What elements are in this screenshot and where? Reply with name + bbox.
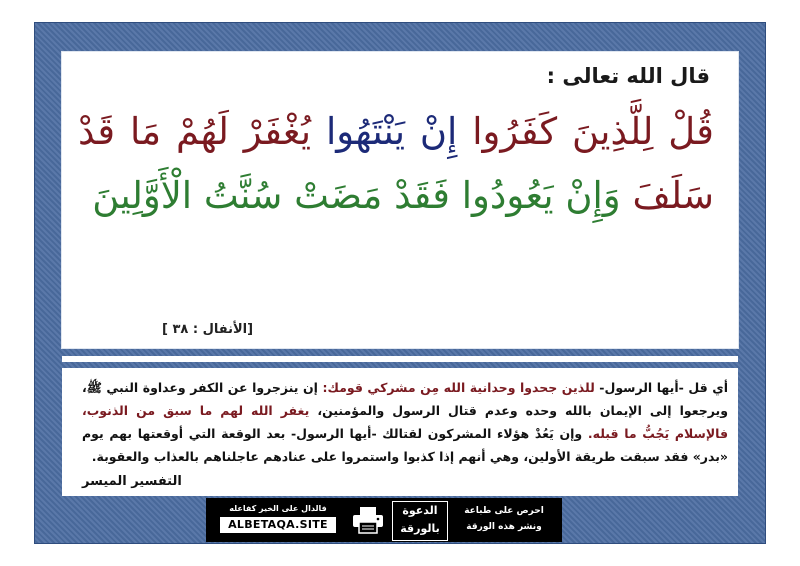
- verse-segment: إِنْ يَنْتَهُوا: [325, 110, 458, 153]
- tafsir-source: التفسير الميسر: [82, 474, 182, 489]
- verse-segment: وَإِنْ يَعُودُوا: [461, 174, 621, 217]
- verse-segment: فَقَدْ مَضَتْ سُنَّتُ الْأَوَّلِينَ: [92, 174, 450, 217]
- tafsir-segment: إن ينزجروا عن الكفر وعداوة النبي ﷺ، ويرجعوا إلى الإيمان بالله وحده وعدم قتال الرسول والمؤمنين،: [82, 380, 728, 418]
- tafsir-text: [82, 376, 728, 468]
- panel-divider: [62, 356, 738, 362]
- verse-segment: يُغْفَرْ لَهُمْ مَا قَدْ سَلَفَ: [78, 110, 714, 217]
- tafsir-segment: أي قل -أيها الرسول-: [599, 380, 728, 395]
- logo-line: الدعوة: [402, 504, 438, 517]
- verse-panel: [62, 52, 738, 348]
- tafsir-segment: يغفر الله لهم ما سبق من الذنوب، فالإسلام يَجُبُّ ما قبله.: [82, 403, 729, 441]
- footer-bar: [206, 498, 562, 542]
- verse-reference: [الأنفال : ٣٨ ]: [162, 322, 254, 337]
- site-box: [214, 503, 342, 537]
- printer-icon: [352, 506, 384, 534]
- quran-verse: [78, 100, 714, 228]
- verse-segment: قُلْ لِلَّذِينَ كَفَرُوا: [472, 110, 714, 153]
- tafsir-segment: للذين جحدوا وحدانية الله مِن مشركي قومك:: [322, 380, 595, 395]
- site-note: فالدال على الخير كفاعله: [229, 504, 327, 513]
- print-note-line: احرص على طباعة: [464, 506, 544, 516]
- site-link[interactable]: ALBETAQA.SITE: [220, 517, 336, 533]
- dawah-logo: [392, 501, 448, 541]
- print-note: [454, 503, 554, 537]
- tafsir-panel: [62, 368, 738, 496]
- verse-intro: قال الله تعالى :: [546, 64, 710, 88]
- tafsir-segment: وإن يَعُدْ هؤلاء المشركون لقتالك -أيها الرسول- بعد الوقعة التي أوقعتها بهم يوم «بدر» فقد سبقت طريقة الأولين، وهي أنهم إذا كذبوا واستمروا على عنادهم عاجلناهم بالعذاب والعقوبة.: [82, 426, 728, 464]
- logo-line: بالورقة: [400, 522, 440, 535]
- print-note-line: ونشر هذه الورقة: [466, 522, 542, 532]
